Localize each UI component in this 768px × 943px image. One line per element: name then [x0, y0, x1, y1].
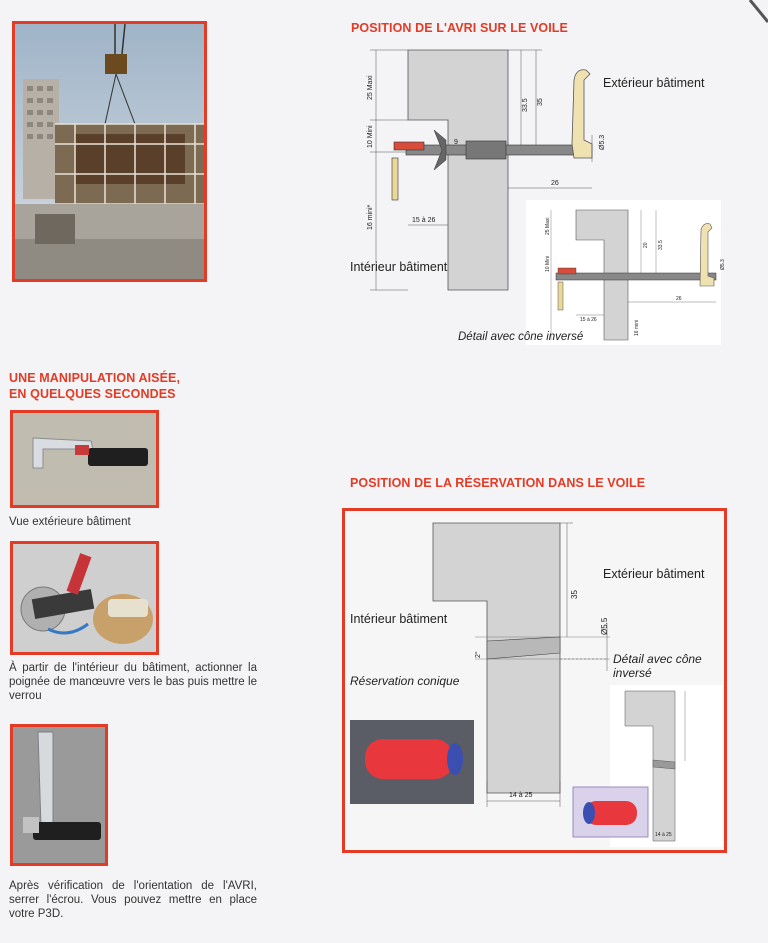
dim-16-mini: 16 mini*	[367, 204, 374, 230]
dim-26: 26	[551, 180, 559, 187]
dim-res-phi-5-5: Ø5.5	[600, 617, 609, 635]
dim-10-mini: 10 Mini	[367, 125, 374, 148]
step3-caption: Après vérification de l'orientation de l'AVRI, serrer l'écrou. Vous pouvez mettre en place votre P3D.	[9, 880, 257, 920]
manipulation-title-line1: UNE MANIPULATION AISÉE,	[9, 371, 181, 385]
small-dim-16-mini: 16 mini	[634, 319, 640, 336]
dim-res-2-degrees: 2°	[475, 651, 482, 658]
dim-35: 35	[537, 98, 544, 106]
small-dim-20: 20	[643, 242, 649, 248]
small-dim-phi-5-3: Ø5.3	[720, 259, 726, 270]
dim-9: 9	[454, 139, 458, 146]
corner-decoration	[720, 0, 768, 40]
dim-res-14-a-25: 14 à 25	[509, 792, 533, 799]
step1-exterior-photo	[10, 410, 159, 508]
small-dim-25-maxi: 25 Maxi	[545, 217, 551, 235]
small-dim-15-a-26: 15 à 26	[580, 317, 597, 323]
reservation-frame	[342, 508, 727, 853]
dim-25-maxi: 25 Maxi	[367, 75, 374, 100]
step2-caption: À partir de l'intérieur du bâtiment, actionner la poignée de manœuvre vers le bas puis mettre le verrou	[9, 662, 257, 702]
position-reservation-title: POSITION DE LA RÉSERVATION DANS LE VOILE	[350, 476, 646, 490]
res-conical-label: Réservation conique	[350, 674, 460, 688]
manipulation-title	[9, 370, 180, 402]
manipulation-title-line2: EN QUELQUES SECONDES	[9, 387, 176, 401]
step2-interior-photo	[10, 541, 159, 655]
dim-res-35: 35	[570, 590, 579, 599]
small-dim-10-mini: 10 Mini	[545, 255, 551, 272]
step3-tightening-photo	[10, 724, 108, 866]
small-dim-26: 26	[676, 296, 682, 302]
dim-phi-5-3: Ø5.3	[599, 134, 606, 150]
avri-exterior-label: Extérieur bâtiment	[603, 76, 705, 90]
small-dim-res-14-a-25: 14 à 25	[655, 832, 672, 838]
avri-interior-label: Intérieur bâtiment	[350, 260, 448, 274]
construction-site-photo	[12, 21, 207, 282]
res-detail-label: Détail avec cône inversé	[613, 652, 702, 680]
position-avri-title: POSITION DE L'AVRI SUR LE VOILE	[351, 21, 568, 35]
small-dim-33-5: 33.5	[658, 240, 664, 250]
step1-caption: Vue extérieure bâtiment	[9, 516, 131, 528]
res-interior-label: Intérieur bâtiment	[350, 612, 448, 626]
avri-detail-label: Détail avec cône inversé	[458, 331, 584, 343]
res-exterior-label: Extérieur bâtiment	[603, 567, 705, 581]
dim-15-a-26: 15 à 26	[412, 217, 436, 224]
dim-33-5: 33.5	[522, 98, 529, 112]
